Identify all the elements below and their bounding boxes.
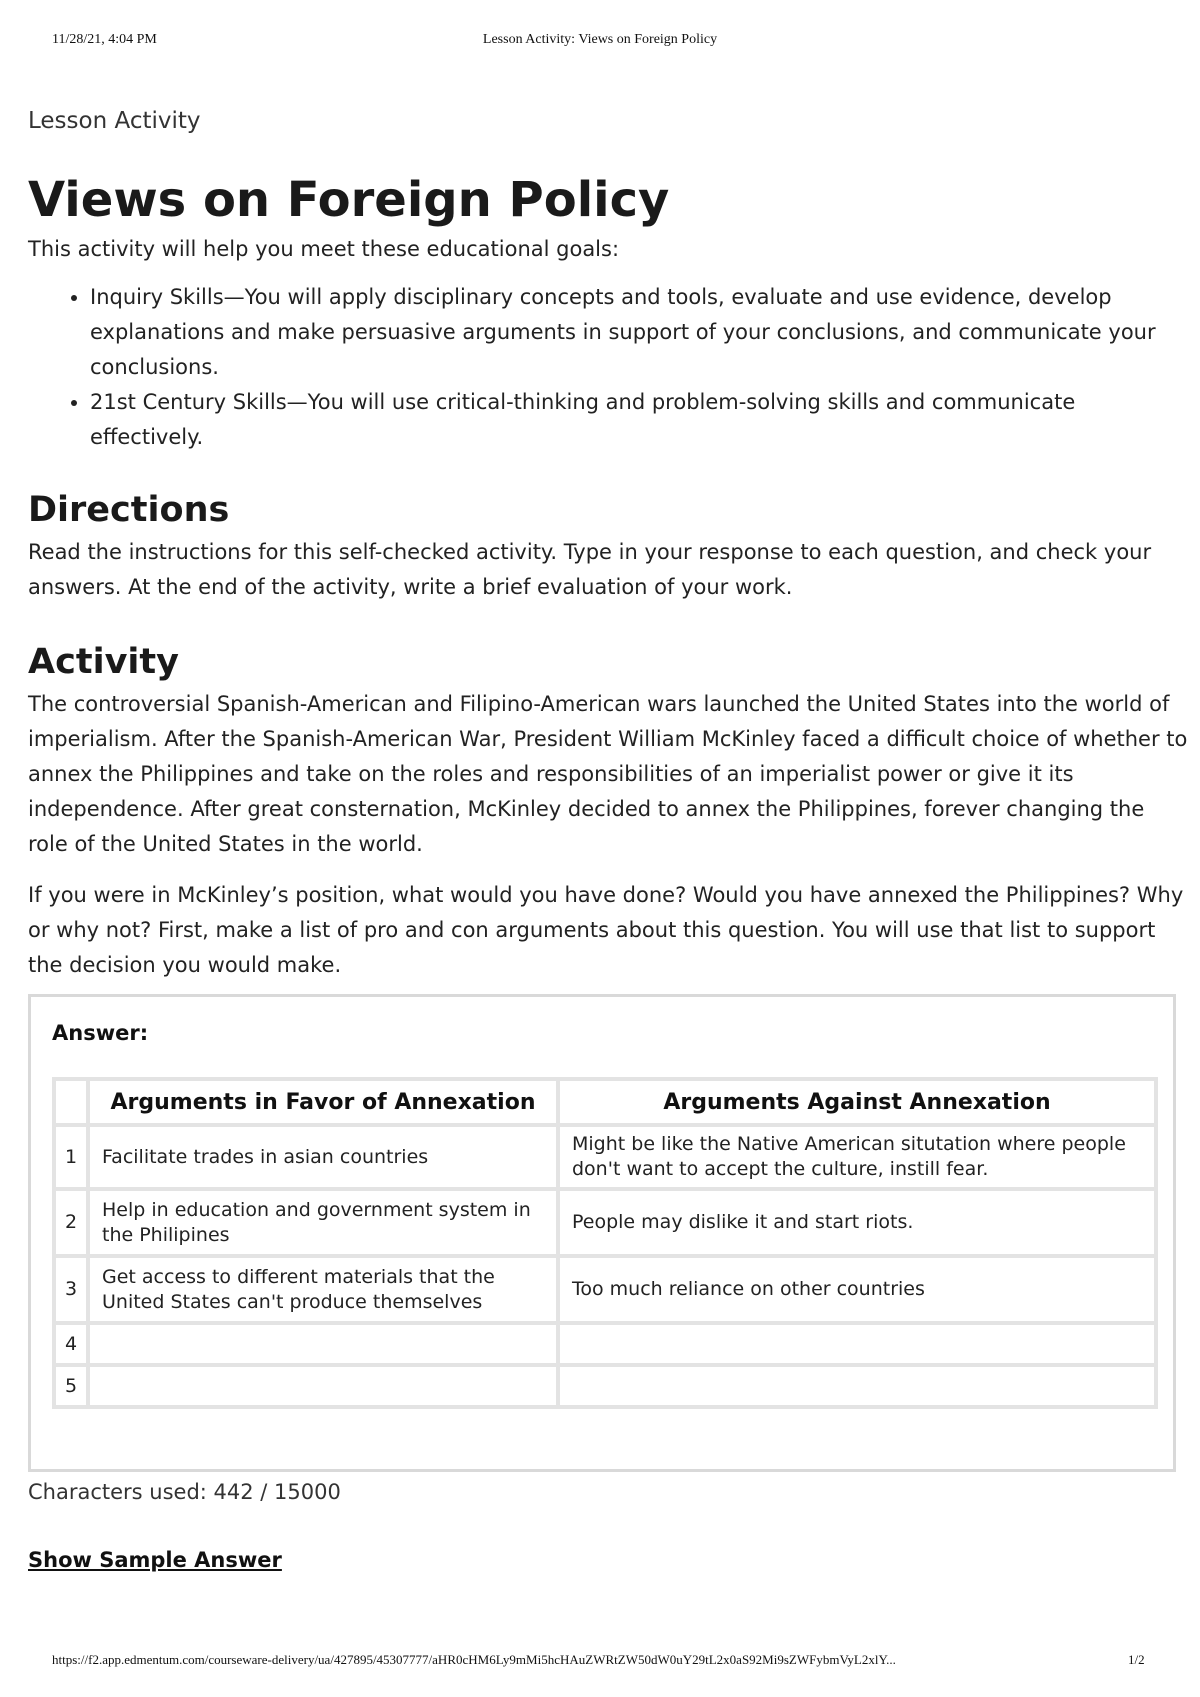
- goals-list: [28, 280, 1188, 455]
- row-number: 3: [54, 1256, 88, 1323]
- goal-item: • 21st Century Skills—You will use critical-thinking and problem-solving skills and communicate effectively.: [90, 385, 1188, 455]
- show-sample-answer-link[interactable]: Show Sample Answer: [28, 1548, 282, 1572]
- favor-cell[interactable]: [88, 1365, 558, 1407]
- column-header-favor: Arguments in Favor of Annexation: [88, 1079, 558, 1125]
- answer-editor[interactable]: [28, 994, 1176, 1472]
- directions-text: Read the instructions for this self-checked activity. Type in your response to each question, and check your answers. At the end of the activity, write a brief evaluation of your work.: [28, 540, 1152, 599]
- lesson-content: [28, 108, 1188, 983]
- table-row: [54, 1323, 1156, 1365]
- activity-paragraph-2: If you were in McKinley’s position, what would you have done? Would you have annexed the Philippines? Why or why not? First, make a list of pro and con arguments about this question. You will use that list to support the decision you would make.: [28, 883, 1184, 977]
- lesson-kicker: Lesson Activity: [28, 108, 201, 134]
- favor-cell[interactable]: Get access to different materials that the United States can't produce themselves: [88, 1256, 558, 1323]
- row-number: 4: [54, 1323, 88, 1365]
- favor-cell[interactable]: Facilitate trades in asian countries: [88, 1125, 558, 1189]
- column-header-against: Arguments Against Annexation: [558, 1079, 1156, 1125]
- against-cell[interactable]: People may dislike it and start riots.: [558, 1189, 1156, 1256]
- row-number: 2: [54, 1189, 88, 1256]
- directions-section: [28, 489, 1188, 605]
- page-title: Views on Foreign Policy: [28, 172, 670, 228]
- directions-heading: Directions: [28, 490, 230, 530]
- goals-intro: This activity will help you meet these educational goals:: [28, 237, 620, 261]
- table-row: [54, 1125, 1156, 1189]
- activity-paragraph-1: The controversial Spanish-American and Filipino-American wars launched the United States into the world of imperialism. After the Spanish-American War, President William McKinley faced a difficult choice of whether to annex the Philippines and take on the roles and responsibilities of an imperialist power or give it its independence. After great consternation, McKinley decided to annex the Philippines, forever changing the role of the United States in the world.: [28, 692, 1188, 856]
- activity-section: [28, 641, 1188, 983]
- activity-heading: Activity: [28, 642, 179, 682]
- against-cell[interactable]: Might be like the Native American situtation where people don't want to accept the culture, instill fear.: [558, 1125, 1156, 1189]
- answer-label: Answer:: [52, 1021, 149, 1045]
- row-number: 1: [54, 1125, 88, 1189]
- table-row: [54, 1256, 1156, 1323]
- print-header: [0, 32, 1200, 52]
- table-row: [54, 1189, 1156, 1256]
- print-footer: [0, 1652, 1200, 1672]
- against-cell[interactable]: [558, 1323, 1156, 1365]
- table-row: [54, 1365, 1156, 1407]
- against-cell[interactable]: [558, 1365, 1156, 1407]
- table-corner-cell: [54, 1079, 88, 1125]
- arguments-table: [52, 1077, 1158, 1409]
- favor-cell[interactable]: Help in education and government system in the Philipines: [88, 1189, 558, 1256]
- row-number: 5: [54, 1365, 88, 1407]
- against-cell[interactable]: Too much reliance on other countries: [558, 1256, 1156, 1323]
- goal-item: • Inquiry Skills—You will apply disciplinary concepts and tools, evaluate and use evidence, develop explanations and make persuasive arguments in support of your conclusions, and communicate your conclusions.: [90, 280, 1188, 385]
- print-url: https://f2.app.edmentum.com/courseware-delivery/ua/427895/45307777/aHR0cHM6Ly9mMi5hcHAuZWRtZW50dW0uY29tL2x0aS92Mi9sZWFybmVyL2xlY...: [52, 1652, 896, 1667]
- page-number: 1/2: [1128, 1652, 1145, 1667]
- character-count: Characters used: 442 / 15000: [28, 1480, 341, 1504]
- print-title: Lesson Activity: Views on Foreign Policy: [482, 32, 718, 47]
- favor-cell[interactable]: [88, 1323, 558, 1365]
- print-timestamp: 11/28/21, 4:04 PM: [52, 32, 157, 47]
